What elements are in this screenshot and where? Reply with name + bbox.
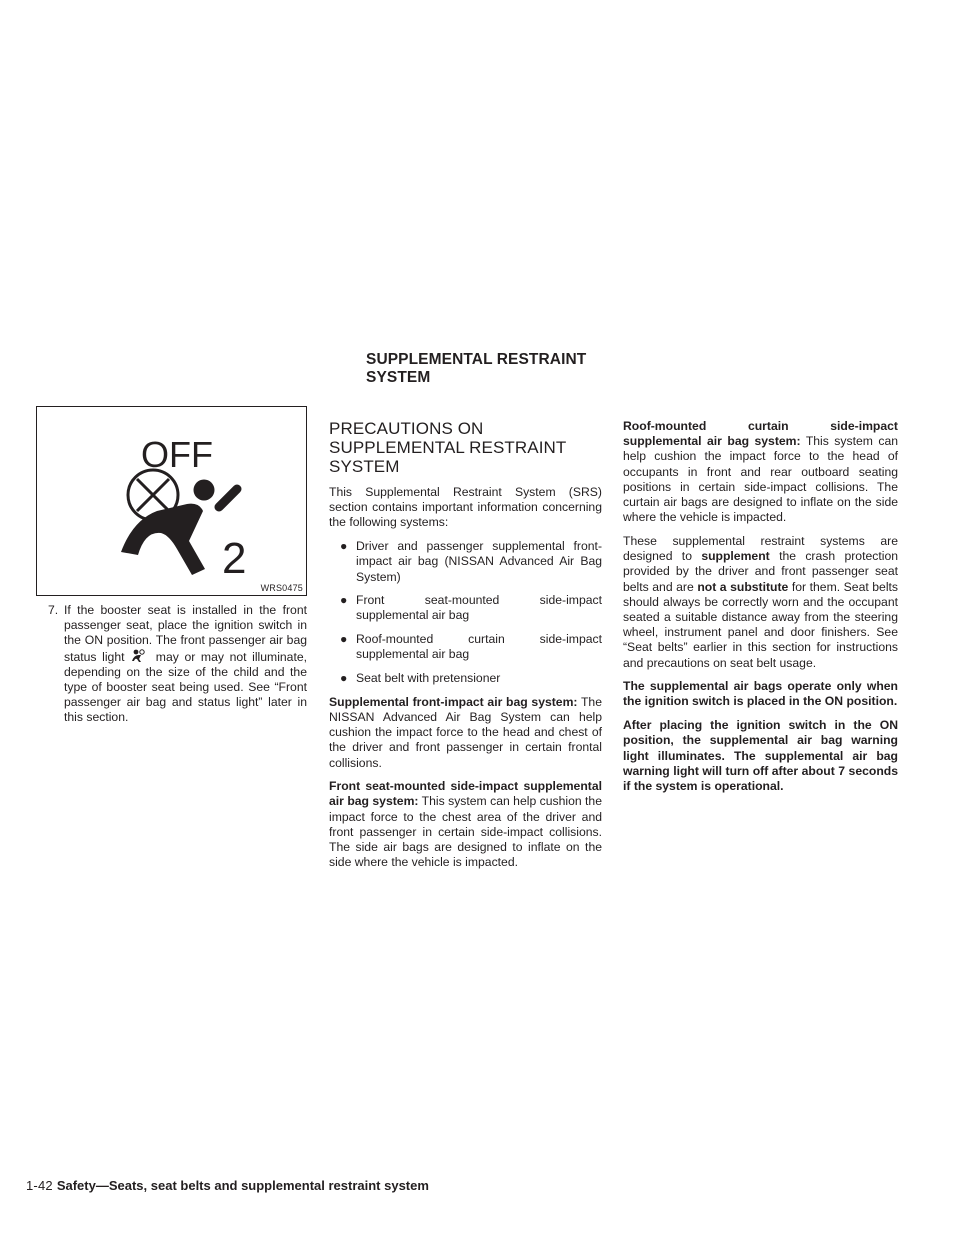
section-title xyxy=(366,351,666,387)
footer-section-name: Safety—Seats, seat belts and supplemental restraint system xyxy=(56,1178,429,1193)
intro-paragraph: This Supplemental Restraint System (SRS) section contains important information concerning the following systems: xyxy=(329,485,602,530)
occupant-head-icon xyxy=(194,480,215,501)
bullet-dot: ● xyxy=(340,671,348,686)
section-title-line-2: SYSTEM xyxy=(366,369,431,386)
item-text-before: If the booster seat is installed in the front passenger seat, place the ignition switch in the ON position. The front passenger air bag status light xyxy=(64,603,307,664)
column-2 xyxy=(329,419,602,879)
numbered-item xyxy=(48,603,307,726)
page-number: 1-42 xyxy=(26,1178,53,1193)
item-text-after: may or may not illuminate, depending on the size of the child and the type of booster seat being used. See “Front passenger air bag and status light” later in this section. xyxy=(64,649,308,725)
column-1 xyxy=(48,603,307,734)
figure-id: WRS0475 xyxy=(260,583,303,593)
bullet-dot: ● xyxy=(340,632,348,647)
page-footer xyxy=(26,1178,429,1193)
section-title-line-1: SUPPLEMENTAL RESTRAINT xyxy=(366,351,587,368)
curtain-airbag-paragraph: Roof-mounted curtain side-impact supplemental air bag system: This system can help cushion the impact force to the head of occupants in front and rear outboard seating positions in certain side-impact collisions. The curtain air bags are designed to inflate on the side where the vehicle is impacted. xyxy=(623,419,899,525)
occupant-body-icon xyxy=(121,504,205,575)
operation-warning: The supplemental air bags operate only when the ignition switch is placed in the ON position. xyxy=(623,679,898,709)
seat-number-label: 2 xyxy=(222,534,247,583)
bullet-dot: ● xyxy=(340,539,348,554)
side-impact-paragraph: Front seat-mounted side-impact supplemental air bag system: This system can help cushion the impact force to the chest area of the driver and front passenger in certain side-impact collisions. The side air bags are designed to inflate on the side where the vehicle is impacted. xyxy=(329,779,602,870)
supplement-paragraph: These supplemental restraint systems are designed to supplement the crash protection provided by the driver and front passenger seat belts and are not a substitute for them. Seat belts should always be correctly worn and the occupant seated a suitable distance away from the steering wheel, instrument panel and door finishers. See “Seat belts” earlier in this section for instructions and precautions on seat belt usage. xyxy=(623,533,899,670)
list-item: ● Driver and passenger supplemental front-impact air bag (NISSAN Advanced Air Bag System) xyxy=(340,539,602,584)
precautions-heading: PRECAUTIONS ON SUPPLEMENTAL RESTRAINT SYSTEM xyxy=(329,419,567,476)
passenger-airbag-off-icon xyxy=(37,407,308,597)
item-number: 7. xyxy=(48,603,59,617)
column-3 xyxy=(623,419,898,803)
front-impact-paragraph: Supplemental front-impact air bag system: The NISSAN Advanced Air Bag System can help cushion the impact force to the head and chest of the driver and front passenger in certain frontal collisions. xyxy=(329,694,602,770)
figure-airbag-off-indicator xyxy=(36,406,307,596)
passenger-airbag-status-icon xyxy=(130,649,150,662)
list-item: ● Roof-mounted curtain side-impact supplemental air bag xyxy=(340,632,602,662)
list-item: ● Front seat-mounted side-impact supplemental air bag xyxy=(340,593,602,623)
off-label: OFF xyxy=(141,434,213,475)
warning-light-note: After placing the ignition switch in the ON position, the supplemental air bag warning light illuminates. The supplemental air bag warning light will turn off after about 7 seconds if the system is operational. xyxy=(623,718,898,793)
list-item: ● Seat belt with pretensioner xyxy=(340,671,501,686)
bullet-dot: ● xyxy=(340,593,348,608)
